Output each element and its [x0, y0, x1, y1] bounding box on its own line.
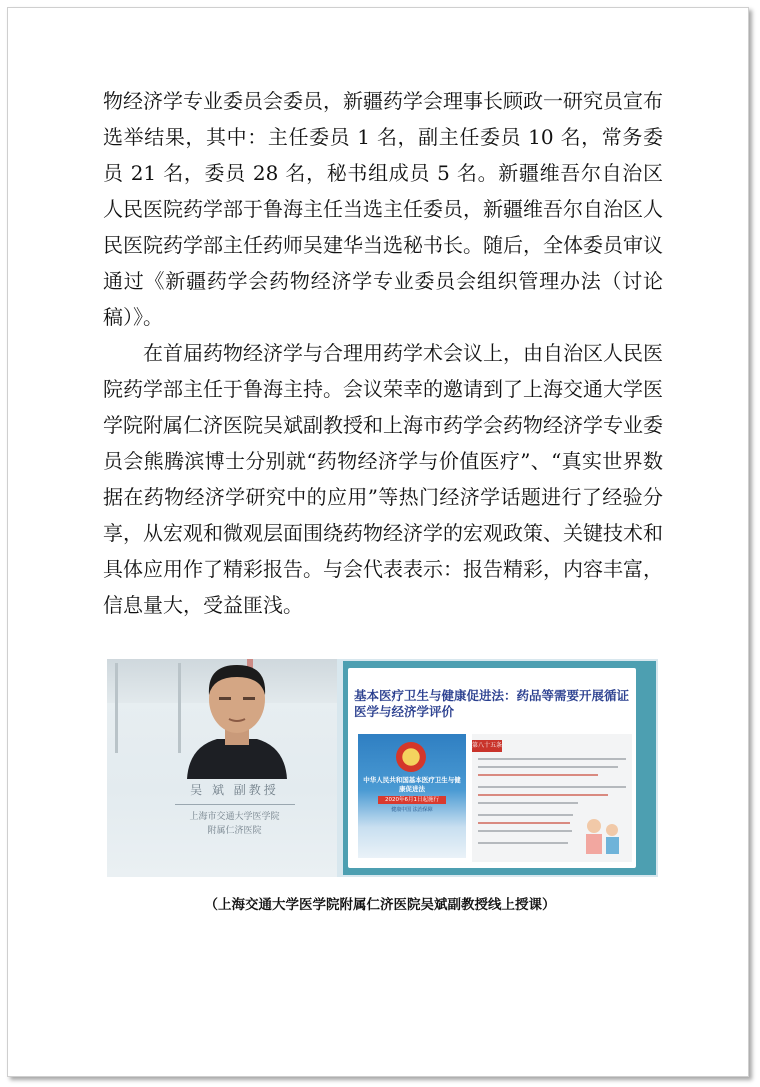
background-window-frame [115, 663, 181, 753]
law-book-cover [358, 734, 466, 858]
article-text-line [478, 802, 578, 804]
presentation-slide-frame [343, 661, 656, 875]
article-text-line [478, 814, 573, 816]
caption-divider [175, 804, 295, 805]
lecture-screenshot [107, 659, 658, 877]
speaker-caption [147, 777, 322, 857]
speaker-org-line-2: 附属仁济医院 [207, 826, 262, 836]
article-badge: 第八十五条 [472, 740, 502, 752]
article-text-line [478, 786, 626, 788]
body-text [103, 83, 663, 623]
article-text-line [478, 774, 598, 776]
book-slogan: 健康中国 法治保障 [391, 807, 433, 813]
paragraph-1: 物经济学专业委员会委员，新疆药学会理事长顾政一研究员宣布选举结果，其中：主任委员 1 名，副主任委员 10 名，常务委员 21 名，委员 28 名，秘书组成员 5 名。新疆维吾尔自治区人民医院药学部于鲁海主任当选主任委员，新疆维吾尔自治区人民医院药学部主任药师吴建华当选秘书长。随后，全体委员审议通过《新疆药学会药物经济学专业委员会组织管理办法（讨论稿）》。 [103, 89, 663, 329]
article-text-line [478, 766, 618, 768]
article-text-line [478, 842, 568, 844]
paragraph-2: 在首届药物经济学与合理用药学术会议上，由自治区人民医院药学部主任于鲁海主持。会议荣幸的邀请到了上海交通大学医学院附属仁济医院吴斌副教授和上海市药学会药物经济学专业委员会熊腾滨博士分别就“药物经济学与价值医疗”、“真实世界数据在药物经济学研究中的应用”等热门经济学话题进行了经验分享，从宏观和微观层面围绕药物经济学的宏观政策、关键技术和具体应用作了精彩报告。与会代表表示：报告精彩，内容丰富，信息量大，受益匪浅。 [103, 341, 663, 617]
article-text-line [478, 758, 626, 760]
slide-title: 基本医疗卫生与健康促进法：药品等需要开展循证医学与经济学评价 [354, 688, 630, 719]
article-text-line [478, 822, 570, 824]
law-article-excerpt [472, 734, 632, 862]
presentation-slide [348, 668, 636, 868]
figure-caption: （上海交通大学医学院附属仁济医院吴斌副教授线上授课） [204, 897, 556, 913]
cartoon-illustration-icon [576, 816, 626, 858]
speaker-portrait [177, 659, 297, 779]
article-text-line [478, 830, 572, 832]
speaker-video-pane [107, 659, 337, 877]
speaker-org-line-1: 上海市交通大学医学院 [189, 812, 280, 822]
book-date-banner: 2020年6月1日起施行 [378, 796, 446, 804]
speaker-name: 吴 斌 副教授 [190, 783, 279, 797]
national-emblem-icon [396, 742, 426, 772]
article-text-line [478, 794, 608, 796]
book-title: 中华人民共和国基本医疗卫生与健康促进法 [363, 776, 461, 793]
